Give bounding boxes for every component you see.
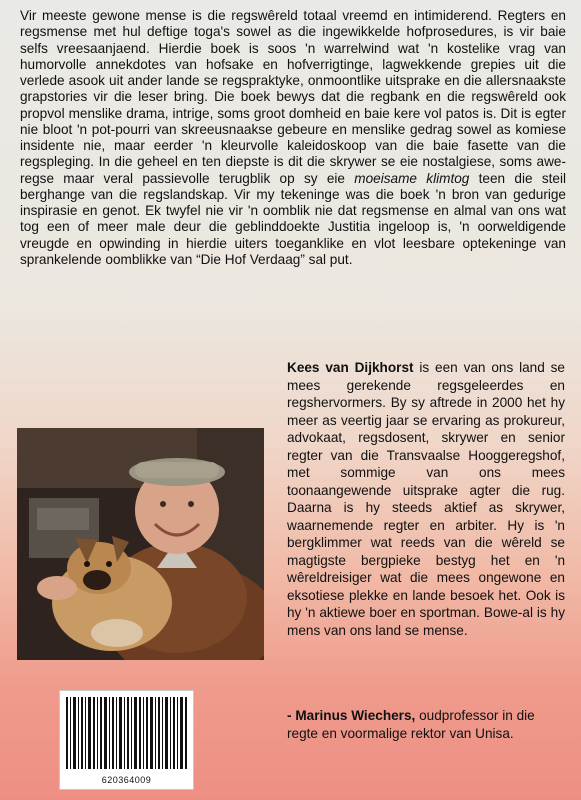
back-cover-blurb (20, 8, 566, 268)
blurb-emphasis: moeisame klimtog (354, 170, 470, 186)
signature-name: Marinus Wiechers, (295, 708, 416, 723)
signature-dash: - (287, 708, 296, 723)
blurb-text-part-1: Vir meeste gewone mense is die regswêreld totaal vreemd en intimiderend. Regters en regsmense met hul deftige toga's sowel as die ingewikkelde hofprosedures, is vir baie selfs vreesaanjaend. Hierdie boek is soos 'n warrelwind wat 'n kostelike vrag van humorvolle annekdotes van hofsake en hofverrigtinge, lagwekkende grepies uit die verlede asook uit ander lande se regspraktyke, onmoontlike uitsprake en die allersnaakste grapstories vir die leser bring. Die boek bewys dat die regbank en die regswêreld ook propvol menslike drama, intrige, soms groot domheid en baie kere vol patos is. Dit is egter nie bloot 'n pot-pourri van skreeusnaakse gebeure en menslike gedrag sowel as komiese insidente nie, maar eerder 'n kleurvolle kaleidoskoop van die baie fasette van die regspleging. In die geheel en ten diepste is dit die skrywer se eie nostalgiese, soms awe-regse maar veral passievolle terugblik op sy eie (20, 8, 566, 186)
author-name: Kees van Dijkhorst (287, 360, 414, 375)
author-bio (287, 359, 565, 639)
blurb-text-part-2: teen die steil berghange van die regslandskap. Vir my tekeninge was die boek 'n bron van gedurige inspirasie en genot. Ek twyfel nie vir 'n oomblik nie dat regsmense en almal van ons wat tog een of meer male deur die geblinddoekte Justitia ingeloop is, 'n oorweldigende vreugde en opwinding in hierdie uiters toeganklike en vlot leesbare optekeninge van sprankelende oomblikke van “Die Hof Verdaag” sal put. (20, 170, 566, 267)
author-bio-text: is een van ons land se mees gerekende regsgeleerdes en regshervormers. By sy aftrede in 2000 het hy meer as veertig jaar se ervaring as prokureur, advokaat, regsdosent, skrywer en senior regter van die Transvaalse Hooggeregshof, met sommige van ons mees toonaangewende uitsprake agter die rug. Daarna is hy steeds aktief as skrywer, waarnemende regter en arbiter. Hy is 'n bergklimmer wat reeds van die wêreld se magtigste bergpieke bestyg het en 'n wêreldreisiger wat die mees ongewone en eksotiese plekke en lande besoek het. Ook is hy 'n aktiewe boer en sportman. Bowe-al is hy mens van ons land se mense. (287, 360, 565, 638)
signature-role: oudprofessor in die regte en voormalige rektor van Unisa. (287, 708, 535, 741)
barcode-number: 620364009 (101, 775, 152, 785)
barcode-bars (66, 697, 187, 769)
isbn-barcode (59, 690, 194, 790)
endorsement-signature (287, 707, 565, 742)
author-photo (17, 428, 264, 660)
